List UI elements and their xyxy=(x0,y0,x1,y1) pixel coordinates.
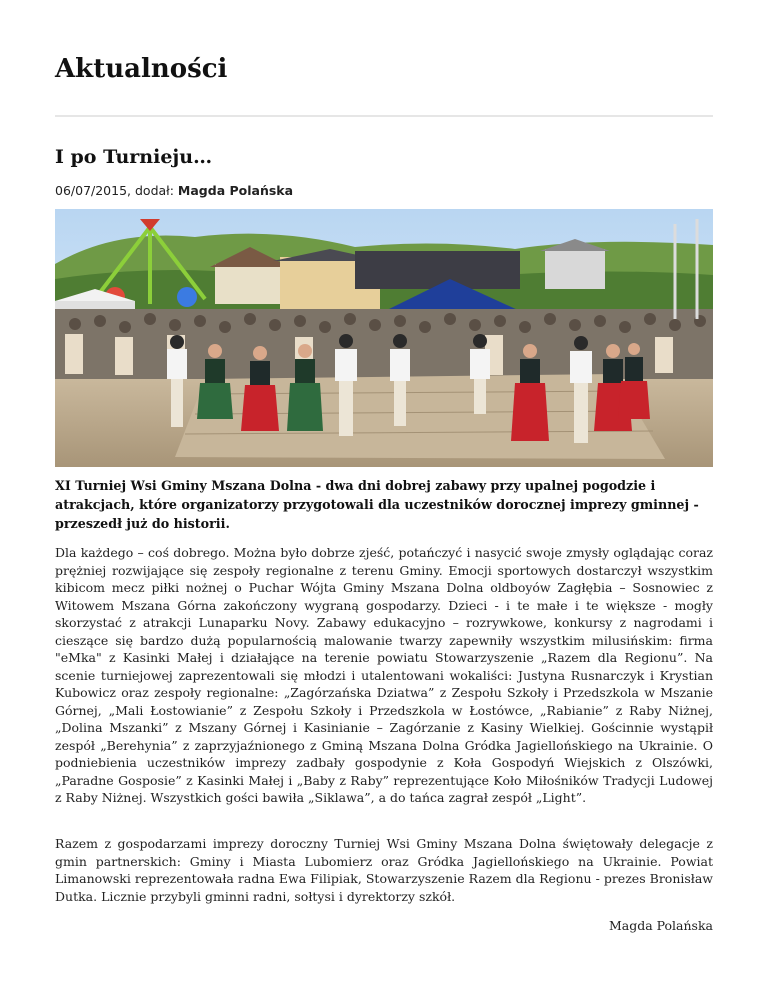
post-lead: XI Turniej Wsi Gminy Mszana Dolna - dwa dni dobrej zabawy przy upalnej pogodzie i atrakcjach, które organizatorzy przygotowali dla uczestników dorocznej imprezy gminnej - przeszedł już do historii. xyxy=(55,478,699,531)
post-date: 06/07/2015 xyxy=(55,183,128,198)
post-meta xyxy=(55,183,293,198)
author-prefix: , dodał: xyxy=(127,183,178,198)
section-title: Aktualności xyxy=(55,54,228,84)
article-photo[interactable] xyxy=(55,209,713,467)
post-author[interactable]: Magda Polańska xyxy=(177,183,294,198)
post-signature: Magda Polańska xyxy=(608,918,713,933)
divider xyxy=(55,115,713,117)
post-paragraph-2: Razem z gospodarzami imprezy doroczny Turniej Wsi Gminy Mszana Dolna świętowały delegacje z gmin partnerskich: Gminy i Miasta Lubomierz oraz Gródka Jagiellońskiego na Ukrainie. Powiat Limanowski reprezentowała radna Ewa Filipiak, Stowarzyszenie Razem dla Regionu - prezes Bronisław Dutka. Licznie przybyli gminni radni, sołtysi i dyrektorzy szkół. xyxy=(55,836,713,904)
post-title[interactable]: I po Turnieju… xyxy=(55,146,213,168)
post-paragraph-1: Dla każdego – coś dobrego. Można było dobrze zjeść, potańczyć i nasycić swoje zmysły oglądając coraz prężniej rozwijające się zespoły regionalne z terenu Gminy. Emocji sportowych dostarczył wszystkim kibicom mecz piłki nożnej o Puchar Wójta Gminy Mszana Dolna oldboyów Zagłębia – Sosnowiec z Witowem Mszana Górna zakończony wygraną gospodarzy. Dzieci - i te małe i te większe - mogły skorzystać z atrakcji Lunaparku Novy. Zabawy edukacyjno – rozrywkowe, konkursy z nagrodami i cieszące się bardzo dużą popularnością malowanie twarzy zapewniły wszystkim milusińskim: firma "eMka" z Kasinki Małej i działające na terenie powiatu Stowarzyszenie „Razem dla Regionu”. Na scenie turniejowej zaprezentowali się młodzi i utalentowani wokaliści: Justyna Rusnarczyk i Krystian Kubowicz oraz zespoły regionalne: „Zagórzańska Dziatwa” z Zespołu Szkoły i Przedszkola w Mszanie Górnej, „Mali Łostowianie” z Zespołu Szkoły i Przedszkola w Łostówce, „Rabianie” z Raby Niżnej, „Dolina Mszanki” z Mszany Górnej i Kasinianie – Zagórzanie z Kasiny Wielkiej. Gościnnie wystąpił zespół „Berehynia” z zaprzyjaźnionego z Gminą Mszana Dolna Gródka Jagiellońskiego na Ukrainie. O podniebienia uczestników imprezy zadbały gospodynie z Koła Gospodyń Wiejskich z Olszówki, „Paradne Gosposie” z Kasinki Małej i „Baby z Raby” reprezentujące Koło Miłośników Tradycji Ludowej z Raby Niżnej. Wszystkich gości bawiła „Siklawa”, a do tańca zagrał zespół „Light”. xyxy=(55,545,713,805)
festival-photo-illustration xyxy=(55,209,713,467)
